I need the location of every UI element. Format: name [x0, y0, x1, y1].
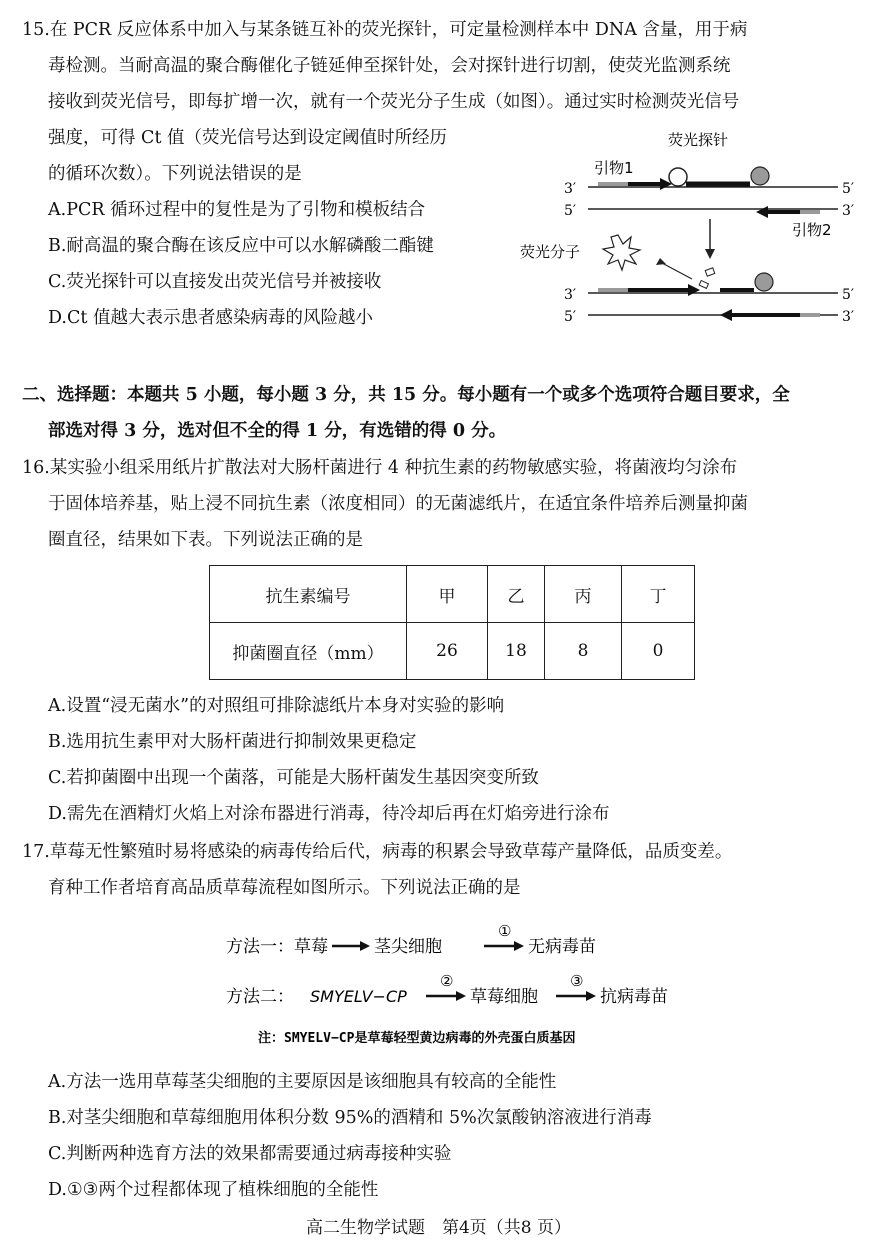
flow-arrowhead [360, 941, 370, 951]
table-header-label: 抗生素编号 [210, 566, 407, 623]
probe-fragment [705, 268, 715, 276]
end-label: 5′ [842, 287, 855, 303]
section-2-line-1: 二、选择题：本题共 5 小题，每小题 3 分，共 15 分。每小题有一个或多个选项符合题目要求，全 [22, 385, 790, 405]
q15-line-2: 毒检测。当耐高温的聚合酶催化子链延伸至探针处，会对探针进行切割，使荧光监测系统 [48, 56, 731, 76]
q15-line-5: 的循环次数）。下列说法错误的是 [48, 164, 302, 184]
method2-end: 抗病毒苗 [600, 987, 668, 1007]
end-label: 5′ [564, 203, 577, 219]
table-row-label: 抑菌圈直径（mm） [210, 623, 407, 680]
table-cell: 26 [407, 623, 488, 680]
primer2-label: 引物2 [792, 221, 832, 239]
flow-arrowhead [456, 991, 466, 1001]
method1-mid: 茎尖细胞 [374, 937, 442, 957]
primer1-label: 引物1 [594, 159, 634, 177]
pcr-probe-diagram [520, 127, 860, 332]
q16-option-d: D.需先在酒精灯火焰上对涂布器进行消毒，待冷却后再在灯焰旁进行涂布 [48, 804, 610, 824]
method1-end: 无病毒苗 [528, 937, 596, 957]
method1-label: 方法一：草莓 [226, 937, 328, 957]
q17-option-b: B.对茎尖细胞和草莓细胞用体积分数 95%的酒精和 5%次氯酸钠溶液进行消毒 [48, 1108, 652, 1128]
section-2-line-2: 部选对得 3 分，选对但不全的得 1 分，有选错的得 0 分。 [48, 421, 507, 441]
q17-option-c: C.判断两种选育方法的效果都需要通过病毒接种实验 [48, 1144, 452, 1164]
q15-option-b: B.耐高温的聚合酶在该反应中可以水解磷酸二酯键 [48, 236, 434, 256]
primer1-tail [598, 182, 628, 186]
q16-option-b: B.选用抗生素甲对大肠杆菌进行抑制效果更稳定 [48, 732, 417, 752]
method2-label: 方法二： [226, 987, 294, 1007]
fluorophore-circle-2 [755, 273, 773, 291]
fluorophore-circle [751, 167, 769, 185]
q16-line-2: 于固体培养基，贴上浸不同抗生素（浓度相同）的无菌滤纸片，在适宜条件培养后测量抑菌 [48, 494, 748, 514]
breeding-flow-diagram [200, 912, 720, 1052]
method2-step2: ③ [570, 972, 584, 990]
table-col-header: 丁 [622, 566, 695, 623]
table-row [210, 623, 695, 680]
table-cell: 0 [622, 623, 695, 680]
method2-step1: ② [440, 972, 454, 990]
inhibition-zone-table [209, 565, 695, 680]
q15-option-a: A.PCR 循环过程中的复性是为了引物和模板结合 [48, 200, 426, 220]
flow-arrowhead [514, 941, 524, 951]
fluor-label: 荧光分子 [520, 243, 581, 261]
process-arrowhead [705, 249, 715, 259]
release-arrow [662, 263, 692, 279]
q17-option-a: A.方法一选用草莓茎尖细胞的主要原因是该细胞具有较高的全能性 [48, 1072, 557, 1092]
primer2-arrow [756, 206, 768, 218]
quencher-circle [669, 168, 687, 186]
q15-option-d: D.Ct 值越大表示患者感染病毒的风险越小 [48, 308, 373, 328]
probe-label: 荧光探针 [668, 131, 729, 149]
page-footer: 高二生物学试题 第4页（共8 页） [305, 1218, 572, 1238]
end-label: 5′ [564, 309, 577, 325]
end-label: 3′ [564, 287, 577, 303]
end-label: 3′ [564, 181, 577, 197]
flow-note: 注：SMYELV−CP是草莓轻型黄边病毒的外壳蛋白质基因 [258, 1031, 576, 1046]
primer2-arrow-2 [720, 309, 732, 321]
q15-line-1: 15.在 PCR 反应体系中加入与某条链互补的荧光探针，可定量检测样本中 DNA 含量，用于病 [22, 20, 748, 40]
end-label: 3′ [842, 309, 855, 325]
q17-line-1: 17.草莓无性繁殖时易将感染的病毒传给后代，病毒的积累会导致草莓产量降低，品质变差。 [22, 842, 733, 862]
q15-line-4: 强度，可得 Ct 值（荧光信号达到设定阈值时所经历 [48, 128, 448, 148]
primer2-tail [800, 210, 820, 214]
fluorescent-molecule-star [603, 235, 640, 270]
q15-option-c: C.荧光探针可以直接发出荧光信号并被接收 [48, 272, 382, 292]
end-label: 3′ [842, 203, 855, 219]
release-arrowhead [656, 258, 666, 265]
q17-line-2: 育种工作者培育高品质草莓流程如图所示。下列说法正确的是 [48, 878, 521, 898]
primer1-tail-2 [598, 288, 628, 292]
table-cell: 8 [545, 623, 622, 680]
flow-arrowhead [586, 991, 596, 1001]
end-label: 5′ [842, 181, 855, 197]
primer2-tail-2 [800, 313, 820, 317]
extended-arrow [688, 284, 700, 296]
table-cell: 18 [488, 623, 545, 680]
method2-mid: 草莓细胞 [470, 987, 538, 1007]
table-col-header: 乙 [488, 566, 545, 623]
table-row [210, 566, 695, 623]
q16-line-3: 圈直径，结果如下表。下列说法正确的是 [48, 530, 363, 550]
table-col-header: 丙 [545, 566, 622, 623]
table-col-header: 甲 [407, 566, 488, 623]
q16-option-c: C.若抑菌圈中出现一个菌落，可能是大肠杆菌发生基因突变所致 [48, 768, 539, 788]
method1-step: ① [498, 922, 512, 940]
q16-line-1: 16.某实验小组采用纸片扩散法对大肠杆菌进行 4 种抗生素的药物敏感实验，将菌液均匀涂布 [22, 458, 738, 478]
q16-option-a: A.设置“浸无菌水”的对照组可排除滤纸片本身对实验的影响 [48, 696, 505, 716]
method2-gene: SMYELV−CP [310, 987, 407, 1006]
q17-option-d: D.①③两个过程都体现了植株细胞的全能性 [48, 1180, 379, 1200]
q15-line-3: 接收到荧光信号，即每扩增一次，就有一个荧光分子生成（如图）。通过实时检测荧光信号 [48, 92, 740, 112]
probe-fragment [699, 280, 708, 288]
